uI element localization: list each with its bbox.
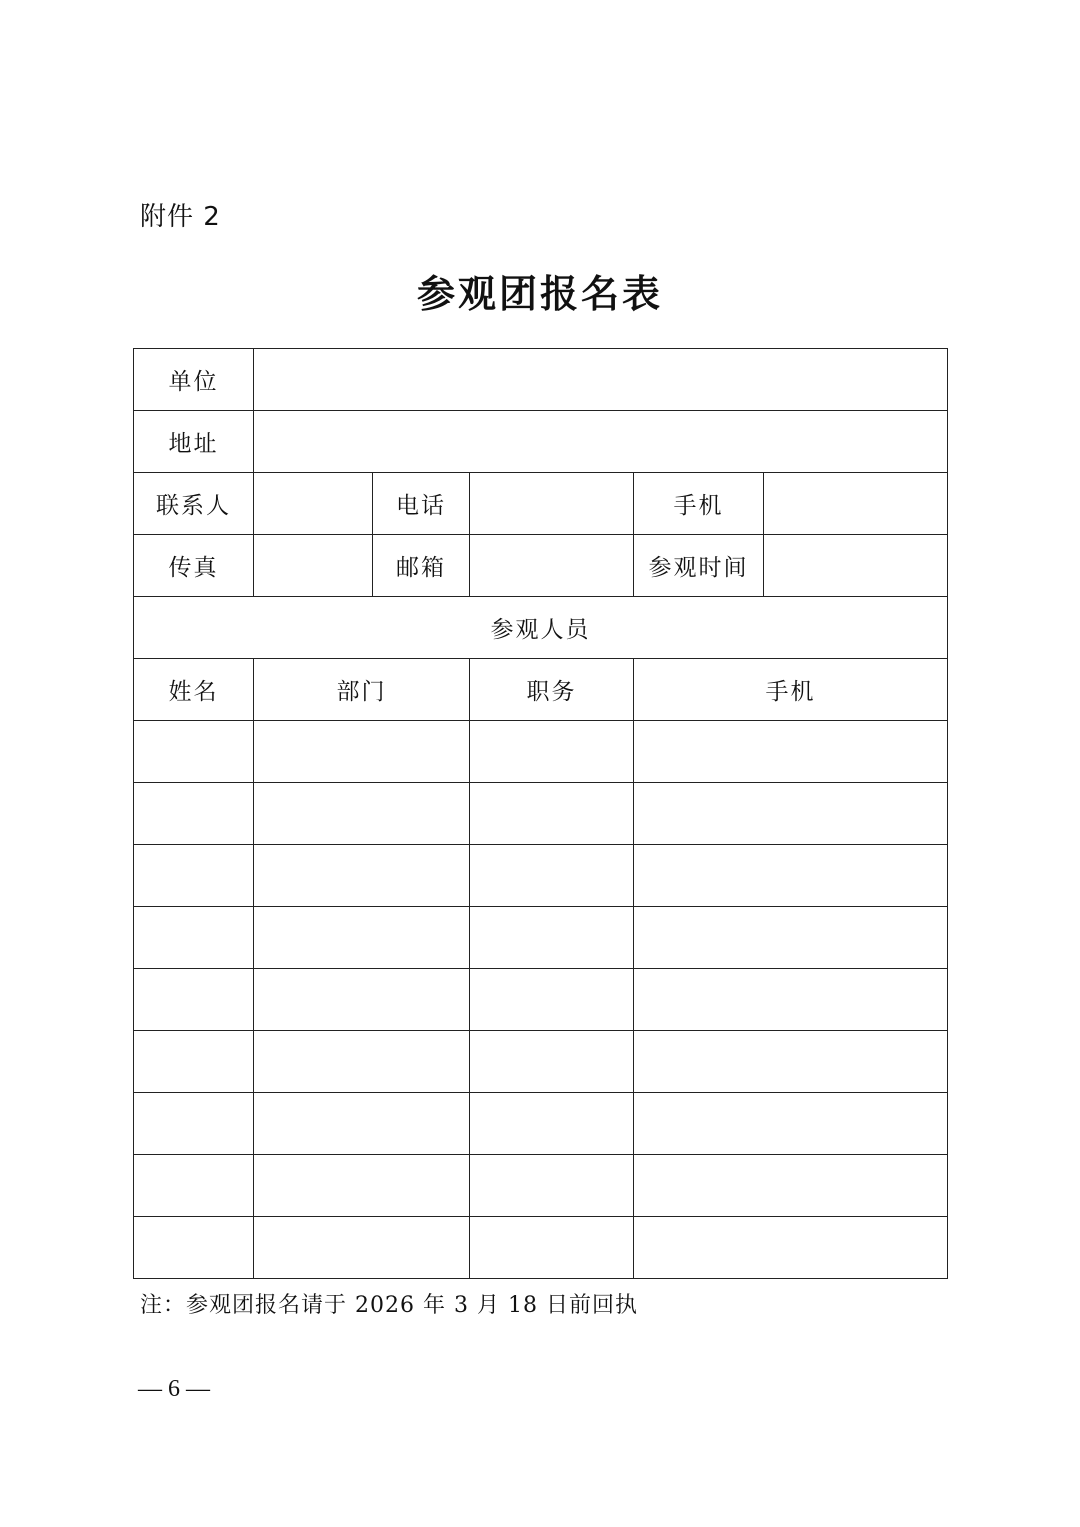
fax-input[interactable]	[254, 535, 373, 597]
visitor-row	[134, 1031, 948, 1093]
email-input[interactable]	[470, 535, 634, 597]
visitor-position-header: 职务	[470, 659, 634, 721]
registration-table	[133, 348, 948, 1279]
visitor-department-cell[interactable]	[254, 1031, 470, 1093]
address-input[interactable]	[254, 411, 948, 473]
phone-input[interactable]	[470, 473, 634, 535]
visitor-position-cell[interactable]	[470, 845, 634, 907]
visitor-department-cell[interactable]	[254, 969, 470, 1031]
visitor-name-cell[interactable]	[134, 1155, 254, 1217]
visitor-position-cell[interactable]	[470, 1031, 634, 1093]
unit-row	[134, 349, 948, 411]
visitor-row	[134, 845, 948, 907]
visitor-department-cell[interactable]	[254, 1217, 470, 1279]
deadline-note: 注：参观团报名请于 2026 年 3 月 18 日前回执	[140, 1293, 638, 1318]
visitor-department-cell[interactable]	[254, 907, 470, 969]
visitor-mobile-cell[interactable]	[634, 1155, 948, 1217]
visitor-mobile-cell[interactable]	[634, 721, 948, 783]
page-number: — 6 —	[138, 1376, 210, 1402]
visitor-position-cell[interactable]	[470, 1155, 634, 1217]
mobile-input[interactable]	[764, 473, 948, 535]
fax-label: 传真	[134, 535, 254, 597]
contact-row	[134, 473, 948, 535]
visitor-mobile-cell[interactable]	[634, 783, 948, 845]
visitor-name-header: 姓名	[134, 659, 254, 721]
mobile-label: 手机	[634, 473, 764, 535]
visitor-name-cell[interactable]	[134, 1217, 254, 1279]
visitor-row	[134, 969, 948, 1031]
visitor-header-row	[134, 659, 948, 721]
visitor-name-cell[interactable]	[134, 969, 254, 1031]
visitor-mobile-cell[interactable]	[634, 907, 948, 969]
visitor-row	[134, 1155, 948, 1217]
unit-input[interactable]	[254, 349, 948, 411]
visitor-mobile-cell[interactable]	[634, 1217, 948, 1279]
address-row	[134, 411, 948, 473]
visitor-position-cell[interactable]	[470, 907, 634, 969]
visitor-mobile-cell[interactable]	[634, 969, 948, 1031]
unit-label: 单位	[134, 349, 254, 411]
contact-input[interactable]	[254, 473, 373, 535]
address-label: 地址	[134, 411, 254, 473]
visitor-position-cell[interactable]	[470, 969, 634, 1031]
fax-row	[134, 535, 948, 597]
visitor-row	[134, 907, 948, 969]
visitor-position-cell[interactable]	[470, 783, 634, 845]
visitor-name-cell[interactable]	[134, 907, 254, 969]
visitor-row	[134, 783, 948, 845]
visitor-row	[134, 721, 948, 783]
visitor-row	[134, 1217, 948, 1279]
visitor-department-cell[interactable]	[254, 783, 470, 845]
phone-label: 电话	[373, 473, 470, 535]
visitor-department-cell[interactable]	[254, 721, 470, 783]
email-label: 邮箱	[373, 535, 470, 597]
visit-time-label: 参观时间	[634, 535, 764, 597]
visitor-department-header: 部门	[254, 659, 470, 721]
form-title: 参观团报名表	[416, 271, 663, 316]
visitor-name-cell[interactable]	[134, 845, 254, 907]
visitor-mobile-cell[interactable]	[634, 1031, 948, 1093]
visitor-position-cell[interactable]	[470, 721, 634, 783]
visitor-row	[134, 1093, 948, 1155]
visitor-department-cell[interactable]	[254, 845, 470, 907]
visitor-department-cell[interactable]	[254, 1093, 470, 1155]
visitors-section-label: 参观人员	[134, 597, 948, 659]
attachment-label: 附件 2	[140, 202, 221, 232]
contact-label: 联系人	[134, 473, 254, 535]
visitor-position-cell[interactable]	[470, 1217, 634, 1279]
visitor-name-cell[interactable]	[134, 1031, 254, 1093]
visit-time-input[interactable]	[764, 535, 948, 597]
visitor-mobile-cell[interactable]	[634, 1093, 948, 1155]
visitor-name-cell[interactable]	[134, 721, 254, 783]
visitor-mobile-cell[interactable]	[634, 845, 948, 907]
visitor-department-cell[interactable]	[254, 1155, 470, 1217]
visitors-section-row	[134, 597, 948, 659]
visitor-name-cell[interactable]	[134, 1093, 254, 1155]
visitor-rows	[134, 721, 948, 1279]
visitor-position-cell[interactable]	[470, 1093, 634, 1155]
visitor-name-cell[interactable]	[134, 783, 254, 845]
visitor-mobile-header: 手机	[634, 659, 948, 721]
